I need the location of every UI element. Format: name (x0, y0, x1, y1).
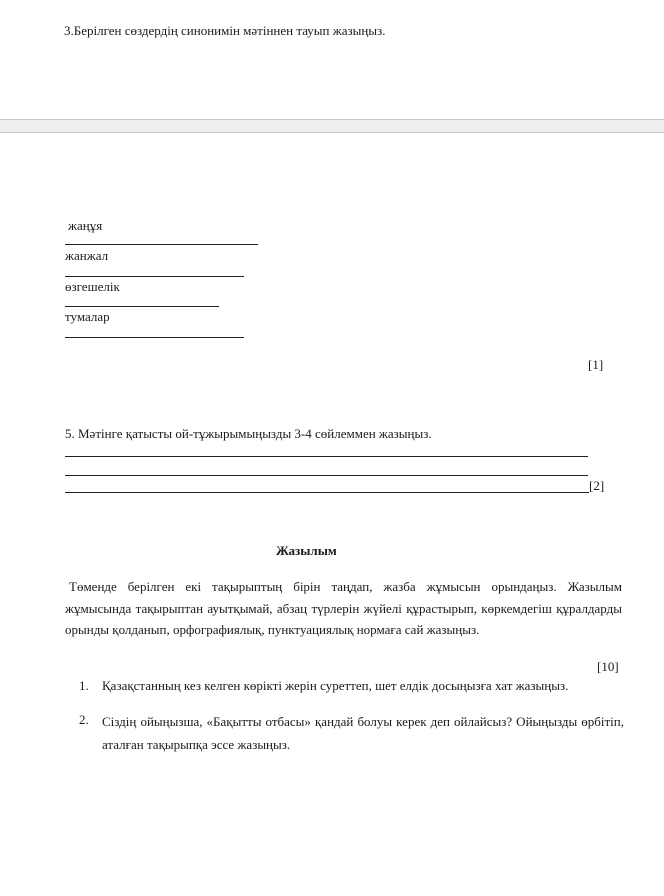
score-writing: [10] (597, 659, 619, 674)
word-3: өзгешелік (65, 279, 120, 294)
word-2: жанжал (65, 248, 109, 263)
section-heading: Жазылым (276, 543, 337, 558)
answer-line-5b (65, 475, 588, 476)
answer-line-1 (65, 244, 258, 245)
list-number-1: 1. (79, 678, 89, 693)
list-number-2: 2. (79, 712, 89, 727)
writing-instruction: Төменде берілген екі тақырыптың бірін таңдап, жазба жұмысын орындаңыз. Жазылым жұмысында тақырыптан ауытқымай, абзац түрлерін жүйелі құрастырып, көркемдегіш құралдарды орынды қолданып, орфографиялық, пунктуациялық нормаға сай жазыңыз. (65, 579, 622, 637)
score-task5: [2] (589, 478, 605, 493)
word-4: тумалар (65, 309, 110, 324)
answer-line-2 (65, 276, 244, 277)
list-item-1: Қазақстанның кез келген көрікті жерін суреттеп, шет елдік досыңызға хат жазыңыз. (102, 678, 569, 693)
score-task-words: [1] (588, 357, 604, 372)
task3-title: 3.Берілген сөздердің синонимін мәтіннен тауып жазыңыз. (64, 23, 386, 38)
task5-title: 5. Мәтінге қатысты ой-тұжырымыңызды 3-4 сөйлеммен жазыңыз. (65, 426, 432, 441)
answer-line-5c (65, 492, 589, 493)
word-1: жаңұя (68, 218, 103, 233)
answer-line-4 (65, 337, 244, 338)
answer-line-5a (65, 456, 588, 457)
list-item-2: Сіздің ойыңызша, «Бақытты отбасы» қандай болуы керек деп ойлайсыз? Ойыңызды өрбітіп, аталған тақырыпқа эссе жазыңыз. (102, 714, 624, 752)
page-separator (0, 119, 664, 133)
answer-line-3 (65, 306, 219, 307)
